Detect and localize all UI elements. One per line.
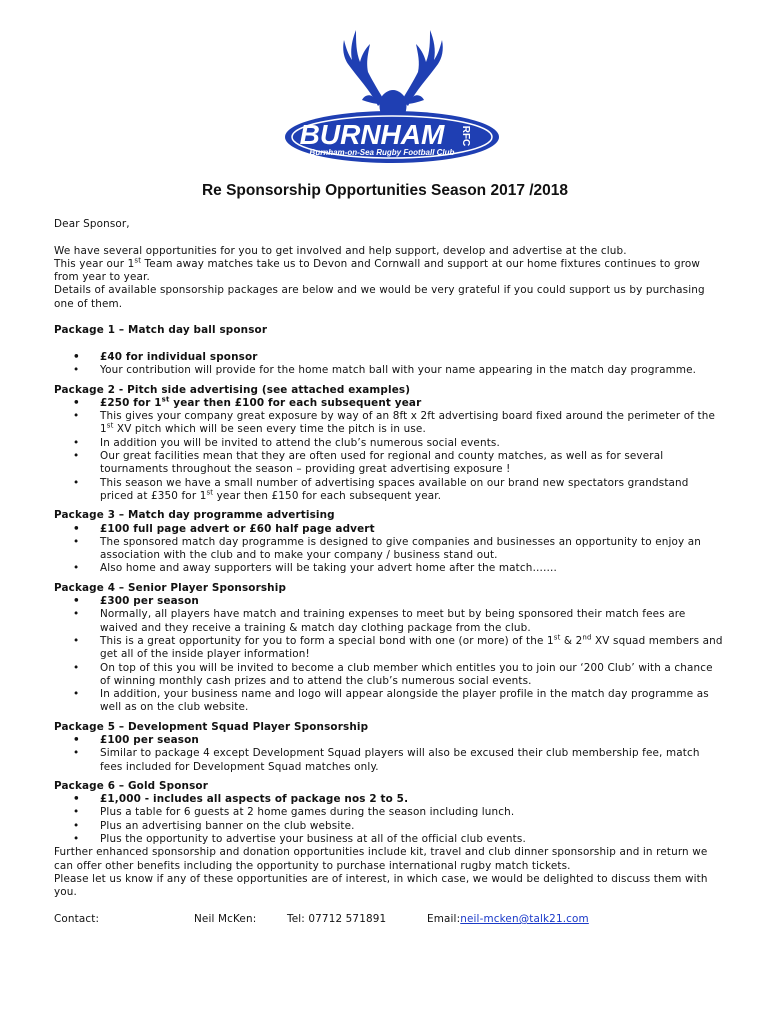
package-2-heading: Package 2 - Pitch side advertising (see attached examples) [54,383,411,396]
list-item: • Plus the opportunity to advertise your business at all of the official club events. [54,833,724,846]
stag-head-icon [343,30,443,124]
contact-row [54,913,724,926]
package-3-heading: Package 3 – Match day programme advertising [54,509,335,522]
list-item: • Also home and away supporters will be taking your advert home after the match……. [54,562,724,575]
closing-line-2: Please let us know if any of these opportunities are of interest, in which case, we would be delighted to discuss them with you. [54,872,708,899]
list-item: • On top of this you will be invited to become a club member which entitles you to join our ‘200 Club’ with a chance of winning monthly cash prizes and to attend the club’s numerous social events. [54,662,724,689]
list-item: • Plus a table for 6 guests at 2 home games during the season including lunch. [54,806,724,819]
contact-label: Contact: [54,912,100,925]
logo-main-text: BURNHAM [299,119,445,150]
list-item: • This gives your company great exposure by way of an 8ft x 2ft advertising board fixed around the perimeter of the 1st XV pitch which will be seen every time the pitch is in use. [54,410,724,437]
list-item: • £100 full page advert or £60 half page advert [54,523,724,536]
email-link[interactable]: neil-mcken@talk21.com [460,912,589,925]
package-5-list [54,734,724,774]
list-item: • Plus an advertising banner on the club website. [54,820,724,833]
salutation: Dear Sponsor, [54,218,130,230]
closing-line-1: Further enhanced sponsorship and donation opportunities include kit, travel and club dinner sponsorship and in return we can offer other benefits including the opportunity to purchase international rugby match tickets. [54,846,708,872]
package-4-list [54,595,724,715]
club-logo [282,20,504,166]
contact-email-group [427,913,589,926]
list-item: • £100 per season [54,734,724,747]
package-2-list [54,397,724,503]
list-item: • Our great facilities mean that they are often used for regional and county matches, as well as for several tournaments throughout the season – providing great advertising exposure ! [54,450,724,477]
intro-line-1: We have several opportunities for you to get involved and help support, develop and advertise at the club. [54,244,627,257]
list-item: • Similar to package 4 except Development Squad players will also be excused their club membership fee, match fees included for Development Squad matches only. [54,747,724,774]
contact-tel: Tel: 07712 571891 [287,912,387,925]
list-item: • This is a great opportunity for you to form a special bond with one (or more) of the 1st & 2nd XV squad members and get all of the inside player information! [54,635,724,662]
intro-line-2: This year our 1st Team away matches take us to Devon and Cornwall and support at our home fixtures continues to grow from year to year. [54,256,701,284]
list-item: • £300 per season [54,595,724,608]
package-6-list [54,793,724,846]
logo-sub-text: Burnham-on-Sea Rugby Football Club [309,148,455,157]
package-5-heading: Package 5 – Development Squad Player Sponsorship [54,720,369,733]
list-item: • Your contribution will provide for the home match ball with your name appearing in the match day programme. [54,364,724,377]
list-item: • This season we have a small number of advertising spaces available on our brand new spectators grandstand priced at £350 for 1st year then £150 for each subsequent year. [54,477,724,504]
package-1-list [54,351,724,378]
package-4-heading: Package 4 – Senior Player Sponsorship [54,581,287,594]
letter-body [54,218,724,926]
package-1-heading: Package 1 – Match day ball sponsor [54,324,268,337]
package-6-heading: Package 6 – Gold Sponsor [54,779,208,792]
list-item: • In addition you will be invited to attend the club’s numerous social events. [54,437,724,450]
document-title: Re Sponsorship Opportunities Season 2017 /2018 [201,182,569,199]
package-3-list [54,523,724,576]
list-item: • £250 for 1st year then £100 for each subsequent year [54,397,724,410]
logo-side-text: RFC [460,125,471,147]
intro-line-3: Details of available sponsorship packages are below and we would be very grateful if you could support us by purchasing one of them. [54,284,705,310]
list-item: • In addition, your business name and logo will appear alongside the player profile in the match day programme as well as on the club website. [54,688,724,715]
list-item: • £40 for individual sponsor [54,351,724,364]
list-item: • The sponsored match day programme is designed to give companies and businesses an opportunity to enjoy an association with the club and to make your company / business stand out. [54,536,724,563]
contact-email-label: Email: [427,912,461,925]
contact-name: Neil McKen: [194,912,257,925]
list-item: • Normally, all players have match and training expenses to meet but by being sponsored their match fees are waived and they receive a training & match day clothing package from the club. [54,608,724,635]
list-item: • £1,000 - includes all aspects of package nos 2 to 5. [54,793,724,806]
